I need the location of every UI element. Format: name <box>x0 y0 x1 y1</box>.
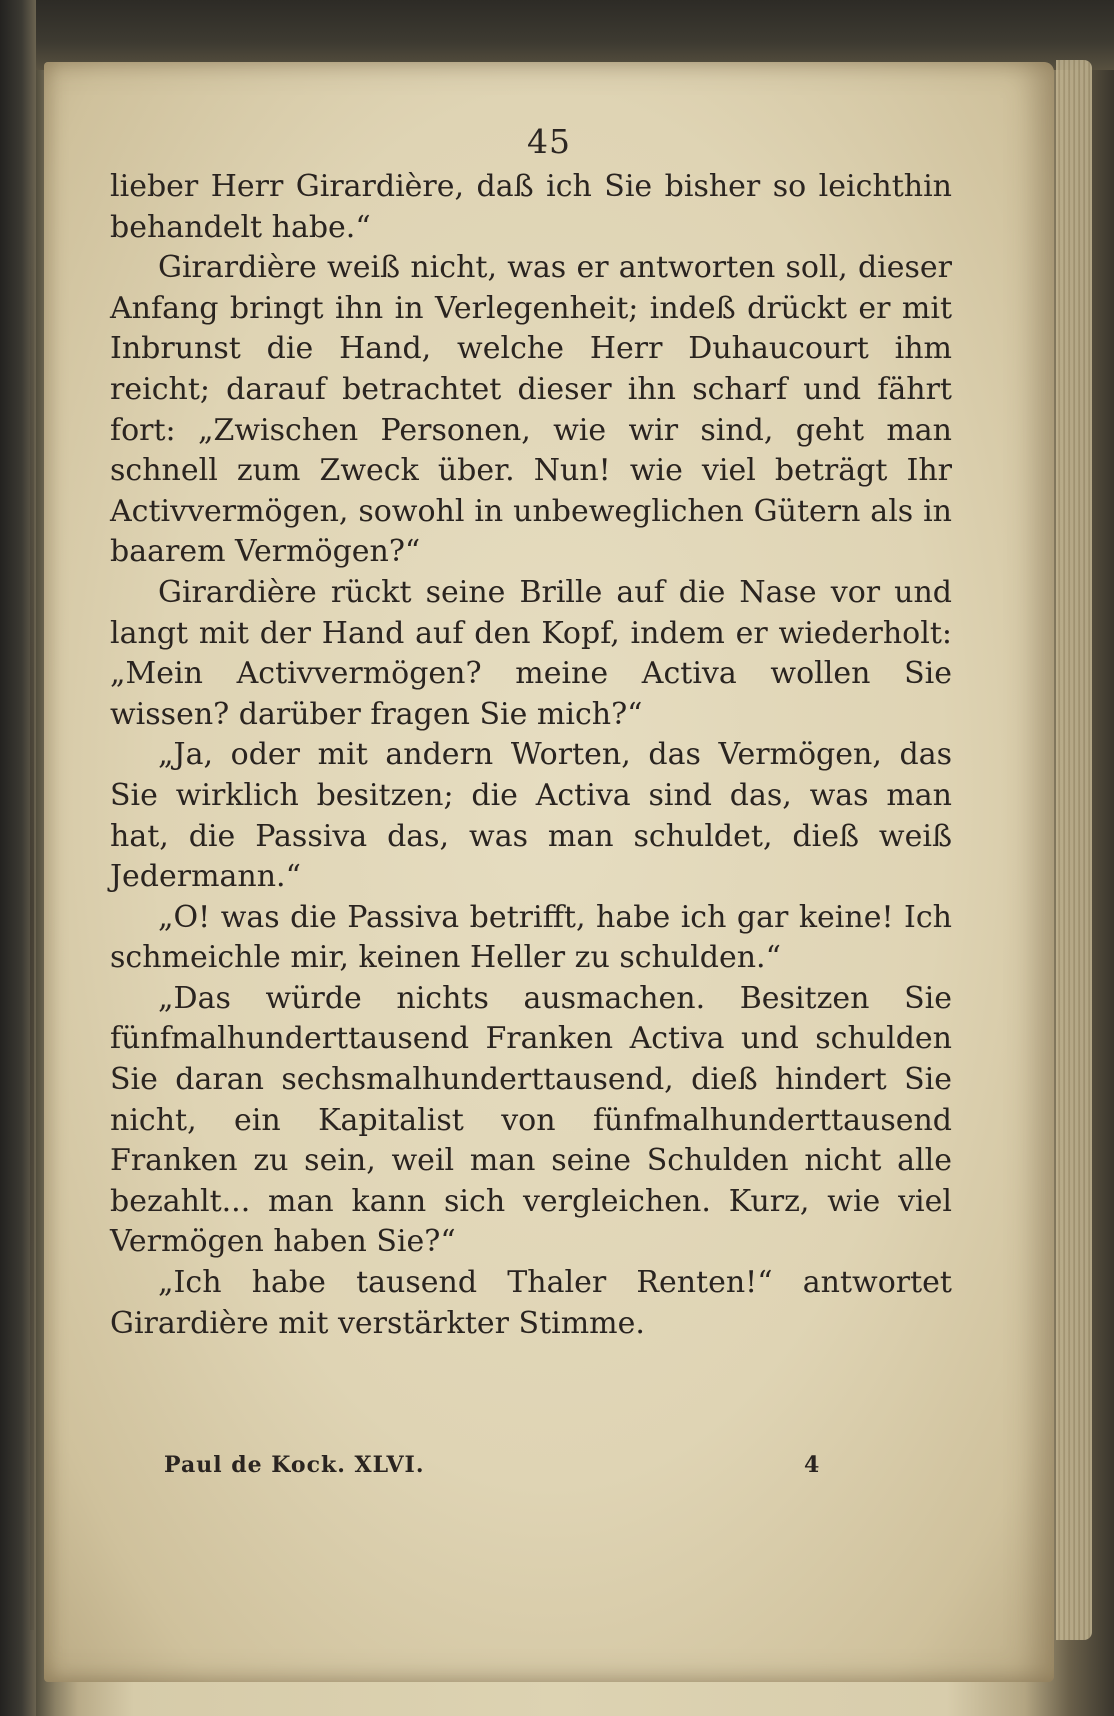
paragraph: „O! was die Passiva betrifft, habe ich gar keine! Ich schmeichle mir, keinen Heller zu schulden.“ <box>110 899 952 976</box>
paragraph: „Ich habe tausend Thaler Renten!“ antwortet Girardière mit verstärkter Stimme. <box>110 1265 952 1341</box>
paragraph: lieber Herr Girardière, daß ich Sie bisher so leichthin behandelt habe.“ <box>110 169 952 245</box>
paragraph: „Das würde nichts ausmachen. Besitzen Sie fünfmalhunderttausend Franken Activa und schulden Sie daran sechsmalhunderttausend, dieß hindert Sie nicht, ein Kapitalist von fünfmalhunderttausend Franken zu sein, weil man seine Schulden nicht alle bezahlt... man kann sich vergleichen. Kurz, wie viel Vermögen haben Sie?“ <box>110 980 952 1260</box>
book-page <box>44 62 1054 1682</box>
paragraph: Girardière rückt seine Brille auf die Nase vor und langt mit der Hand auf den Kopf, indem er wiederholt: „Mein Activvermögen? meine Activa wollen Sie wissen? darüber fragen Sie mich?“ <box>110 574 952 732</box>
page-stack-edges <box>1056 60 1092 1640</box>
page-gutter-crease <box>30 180 34 1630</box>
paragraph: Girardière weiß nicht, was er antworten soll, dieser Anfang bringt ihn in Verlegenheit; indeß drückt er mit Inbrunst die Hand, welche Herr Duhaucourt ihm reicht; darauf betrachtet dieser ihn scharf und fährt fort: „Zwischen Personen, wie wir sind, geht man schnell zum Zweck über. Nun! wie viel beträgt Ihr Activvermögen, sowohl in unbeweglichen Gütern als in baarem Vermögen?“ <box>110 250 952 570</box>
book-top-edge <box>0 0 1114 70</box>
footer-signature-mark: Paul de Kock. XLVI. <box>164 1452 425 1478</box>
paragraph: „Ja, oder mit andern Worten, das Vermögen, das Sie wirklich besitzen; die Activa sind das, was man hat, die Passiva das, was man schuldet, dieß weiß Jedermann.“ <box>110 737 952 895</box>
footer-sheet-number: 4 <box>804 1452 820 1478</box>
body-text <box>110 167 952 1344</box>
page-number: 45 <box>527 122 571 161</box>
